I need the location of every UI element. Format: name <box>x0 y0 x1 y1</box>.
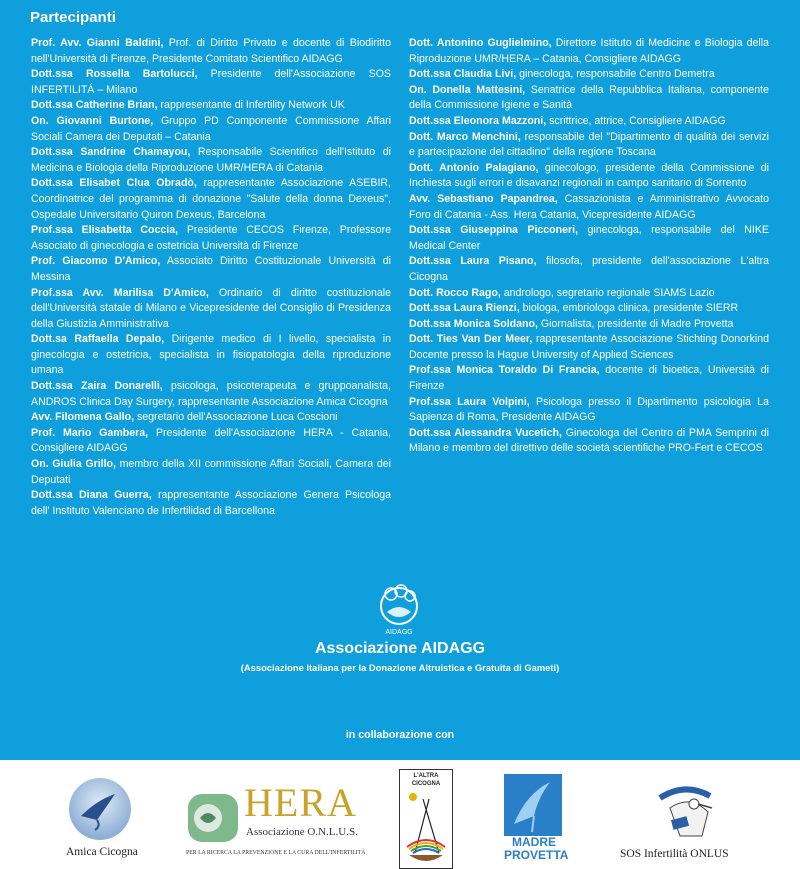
participant-entry: Dott.ssa Monica Soldano, Giornalista, presidente di Madre Provetta <box>409 317 734 330</box>
madre-provetta-logo-icon <box>504 774 562 836</box>
hera-tagline: PER LA RICERCA LA PREVENZIONE E LA CURA DELL'INFERTILITÀ <box>186 850 366 856</box>
collaboration-label: in collaborazione con <box>345 729 455 741</box>
participant-entry: Dott.ssa Alessandra Vucetich, Ginecologa del Centro di PMA Semprini di Milano e membro del direttivo delle società scientifiche PRO-Fert e CECOS <box>409 426 769 455</box>
participant-entry: Dott. Antonio Palagiano, ginecologo, presidente della Commissione di Inchiesta sugli errori e disavanzi regionali in campo sanitario di Sorrento <box>409 161 769 190</box>
participant-entry: Dott.ssa Laura Pisano, filosofa, presidente dell'associazione L'altra Cicogna <box>409 255 769 283</box>
partner-hera <box>186 780 366 862</box>
participants-left-column <box>31 36 391 519</box>
participant-entry: Dott.ssa Rossella Bartolucci, Presidente dell'Associazione SOS INFERTILITÁ – Milano <box>31 68 392 96</box>
page-title: Partecipanti <box>30 9 116 26</box>
participant-entry: Avv. Filomena Gallo, segretario dell'Associazione Luca Coscioni <box>31 411 338 424</box>
participant-entry: Prof.ssa Avv. Marilisa D'Amico, Ordinario di diritto costituzionale dell'Università statale di Milano e Vicepresidente del Consiglio di Presidenza della Giustizia Amministrativa <box>31 286 391 330</box>
sos-infertilita-label: SOS Infertilità ONLUS <box>620 848 729 860</box>
partner-altra-cicogna <box>399 769 453 869</box>
hera-subtitle: Associazione O.N.L.U.S. <box>246 826 358 838</box>
hera-logo-icon <box>186 788 244 846</box>
participant-entry: Dott.ssa Zaira Donarelli, psicologa, psicoterapeuta e gruppoanalista, ANDROS Clinica Day Surgery, rappresentante Associazione Amica Cicogna <box>31 380 391 408</box>
madre-provetta-label-1: MADRE <box>512 835 556 849</box>
participant-entry: Dott.ssa Sandrine Chamayou, Responsabile Scientifico dell'Istituto di Medicina e Biologia della Riproduzione UMR/HERA di Catania <box>31 146 391 174</box>
participant-entry: Dott. Rocco Rago, andrologo, segretario regionale SIAMS Lazio <box>409 286 715 299</box>
participant-entry: On. Donella Mattesini, Senatrice della Repubblica Italiana, componente della Commissione Igiene e Sanità <box>409 83 769 112</box>
participant-entry: Dott.ssa Giuseppina Picconeri, ginecologa, responsabile del NIKE Medical Center <box>409 224 769 252</box>
amica-cicogna-logo-icon <box>67 776 133 842</box>
participant-entry: Prof. Giacomo D'Amico, Associato Diritto Costituzionale Università di Messina <box>31 255 391 283</box>
amica-cicogna-label: Amica Cicogna <box>66 846 138 858</box>
organization-name: Associazione AIDAGG <box>314 640 486 657</box>
participants-right-column <box>409 36 769 457</box>
partners-footer <box>0 760 800 869</box>
partner-madre-provetta <box>504 774 569 868</box>
hera-title: HERA <box>244 780 357 825</box>
participant-entry: Dott.ssa Eleonora Mazzoni, scrittrice, attrice, Consigliere AIDAGG <box>409 114 726 127</box>
participant-entry: On. Giulia Grillo, membro della XII commissione Affari Sociali, Camera dei Deputati <box>31 458 391 486</box>
participant-entry: Dott. Antonino Guglielmino, Direttore Istituto di Medicine e Biologia della Riproduzione UMR/HERA – Catania, Consigliere AIDAGG <box>409 37 769 65</box>
svg-text:AIDAGG: AIDAGG <box>385 629 413 636</box>
participant-entry: Dott.ssa Diana Guerra, rappresentante Associazione Genera Psicologa dell' Instituto Valenciano de Infertilidad di Barcellona <box>31 489 391 517</box>
participant-entry: Dott. Marco Menchini, responsabile del "Dipartimento di qualità dei servizi e partecipazione del cittadino" della regione Toscana <box>409 130 770 159</box>
participant-entry: Prof. Avv. Gianni Baldini, Prof. di Diritto Privato e docente di Biodiritto nell'Università di Firenze, Presidente Comitato Scientifico AIDAGG <box>31 37 391 65</box>
partner-sos-infertilita <box>620 778 770 866</box>
participant-entry: Dott.ssa Laura Rienzi, biologa, embriologa clinica, presidente SIERR <box>409 302 739 315</box>
participant-entry: Prof.ssa Monica Toraldo Di Francia, docente di bioetica, Università di Firenze <box>409 364 769 393</box>
participant-entry: Avv. Sebastiano Papandrea, Cassazionista e Amministrativo Avvocato Foro di Catania - Ass. Hera Catania, Vicepresidente AIDAGG <box>409 192 769 221</box>
participant-entry: Prof. Mario Gambera, Presidente dell'Associazione HERA - Catania, Consigliere AIDAGG <box>31 426 391 455</box>
participant-entry: Dott.ssa Claudia Livi, ginecologa, responsabile Centro Demetra <box>409 68 715 81</box>
participant-entry: Prof.ssa Laura Volpini, Psicologa presso il Dipartimento psicologia La Sapienza di Roma, Presidente AIDAGG <box>409 395 769 424</box>
organization-subtitle: (Associazione Italiana per la Donazione Altruistica e Gratuita di Gameti) <box>240 662 560 673</box>
sos-infertilita-logo-icon <box>650 778 720 844</box>
partner-amica-cicogna <box>60 776 160 866</box>
altra-cicogna-title: L'ALTRA CICOGNA <box>411 773 441 787</box>
participant-entry: Dott.ssa Elisabet Clua Obradò, rappresentante Associazione ASEBIR, Coordinatrice del programma di donazione "Salute della donna Dexeus", Ospedale Universitario Quiron Dexeus, Barcelona <box>31 177 391 221</box>
altra-cicogna-logo-icon <box>401 789 451 867</box>
participant-entry: Dott. Ties Van Der Meer, rappresentante Associazione Stichting Donorkind Docente presso la Hague University of Applied Sciences <box>409 333 770 361</box>
participant-entry: Dott.sa Raffaella Depalo, Dirigente medico di I livello, specialista in ginecologia e ostetricia, specialista in fisiopatologia della riproduzione umana <box>31 333 391 377</box>
aidagg-logo-icon <box>367 582 431 638</box>
participant-entry: Dott.ssa Catherine Brian, rappresentante di Infertility Network UK <box>31 99 345 112</box>
madre-provetta-label-2: PROVETTA <box>504 848 569 862</box>
participant-entry: Prof.ssa Elisabetta Coccia, Presidente CECOS Firenze, Professore Associato di ginecologia e ostetricia Università di Firenze <box>31 224 391 252</box>
participant-entry: On. Giovanni Burtone, Gruppo PD Componente Commissione Affari Sociali Camera dei Deputati – Catania <box>31 114 391 143</box>
